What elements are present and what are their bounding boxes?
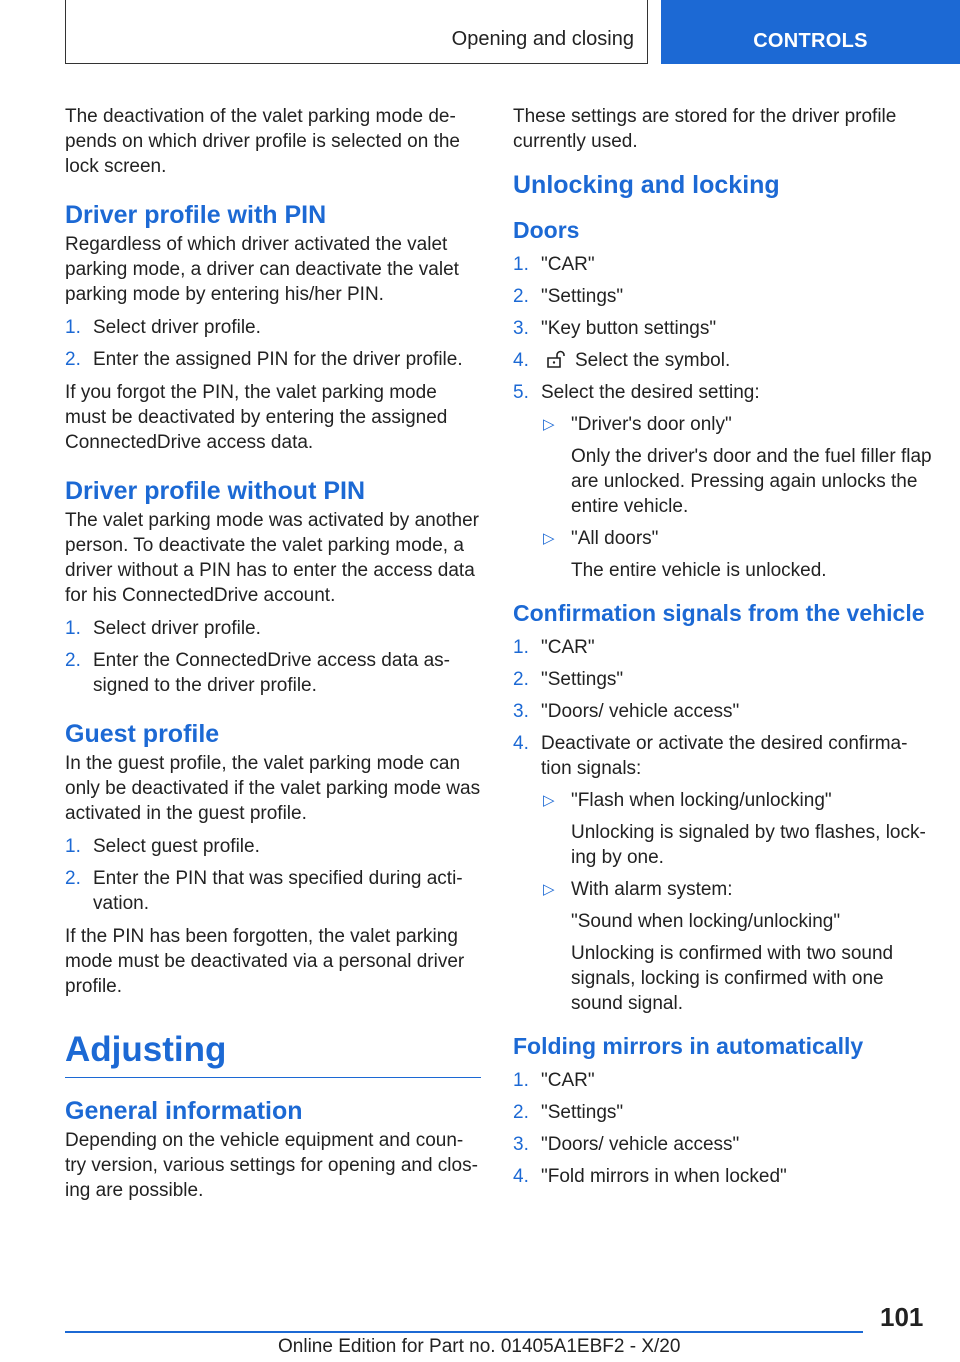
stored-paragraph: These settings are stored for the driver profile currently used. bbox=[513, 106, 897, 152]
step-text: "CAR" bbox=[541, 254, 595, 275]
step-number: 2. bbox=[65, 650, 81, 671]
right-column bbox=[513, 104, 933, 1197]
step-number: 2. bbox=[65, 349, 81, 370]
step-text: Select driver profile. bbox=[93, 618, 261, 639]
footer-divider bbox=[65, 1331, 863, 1333]
list-item bbox=[513, 316, 933, 341]
step-number: 5. bbox=[513, 382, 529, 403]
mirrors-steps bbox=[513, 1068, 933, 1189]
list-item bbox=[513, 667, 933, 692]
guest-steps bbox=[65, 834, 481, 916]
pin-steps bbox=[65, 315, 481, 372]
list-item bbox=[65, 648, 481, 698]
step-number: 3. bbox=[513, 318, 529, 339]
option-description: Unlocking is signaled by two flashes, lock-ing by one. bbox=[571, 822, 926, 868]
option-label: With alarm system: bbox=[571, 879, 733, 900]
heading-driver-profile-no-pin: Driver profile without PIN bbox=[65, 477, 366, 505]
step-number: 3. bbox=[513, 701, 529, 722]
option-label: "All doors" bbox=[571, 528, 659, 549]
list-item bbox=[541, 526, 933, 583]
step-number: 1. bbox=[513, 1070, 529, 1091]
option-description: The entire vehicle is unlocked. bbox=[571, 560, 827, 581]
step-text: "CAR" bbox=[541, 1070, 595, 1091]
pin-paragraph: Regardless of which driver activated the valet parking mode, a driver can deactivate the valet parking mode by entering his/her PIN. bbox=[65, 234, 459, 305]
header-chapter-tab[interactable]: CONTROLS bbox=[661, 0, 960, 64]
step-text: Select the symbol. bbox=[575, 350, 731, 371]
list-item bbox=[65, 866, 481, 916]
list-item bbox=[513, 252, 933, 277]
step-text: Select driver profile. bbox=[93, 317, 261, 338]
step-number: 1. bbox=[65, 836, 81, 857]
list-item bbox=[513, 1068, 933, 1093]
heading-unlocking-locking: Unlocking and locking bbox=[513, 171, 780, 199]
nopin-steps bbox=[65, 616, 481, 698]
list-item bbox=[65, 834, 481, 859]
step-text: Enter the ConnectedDrive access data as-signed to the driver profile. bbox=[93, 650, 450, 696]
step-number: 4. bbox=[513, 1166, 529, 1187]
footer-edition: Online Edition for Part no. 01405A1EBF2 - X/20 bbox=[278, 1336, 681, 1357]
heading-guest-profile: Guest profile bbox=[65, 720, 220, 748]
guest-note: If the PIN has been forgotten, the valet parking mode must be deactivated via a personal driver profile. bbox=[65, 926, 465, 997]
list-item bbox=[513, 348, 933, 373]
header-section-title: Opening and closing bbox=[451, 28, 634, 50]
nopin-paragraph: The valet parking mode was activated by another person. To deactivate the valet parking mode, a driver without a PIN has to enter the access data for his ConnectedDrive account. bbox=[65, 510, 480, 606]
step-number: 1. bbox=[513, 254, 529, 275]
option-label: "Flash when locking/unlocking" bbox=[571, 790, 832, 811]
step-text: "CAR" bbox=[541, 637, 595, 658]
step-text: Enter the assigned PIN for the driver profile. bbox=[93, 349, 463, 370]
doors-options bbox=[541, 412, 933, 583]
triangle-right-icon: ▷ bbox=[543, 416, 555, 433]
list-item bbox=[65, 347, 481, 372]
list-item bbox=[513, 1164, 933, 1189]
step-text: "Key button settings" bbox=[541, 318, 717, 339]
step-text: "Doors/ vehicle access" bbox=[541, 1134, 740, 1155]
general-paragraph: Depending on the vehicle equipment and coun-try version, various settings for opening and clos-ing are possible. bbox=[65, 1130, 478, 1201]
step-text: "Settings" bbox=[541, 286, 624, 307]
option-label: "Driver's door only" bbox=[571, 414, 732, 435]
step-number: 2. bbox=[513, 669, 529, 690]
heading-confirmation-signals: Confirmation signals from the vehicle bbox=[513, 600, 925, 626]
option-sub-label: "Sound when locking/unlocking" bbox=[571, 911, 841, 932]
list-item bbox=[513, 731, 933, 1016]
step-number: 1. bbox=[513, 637, 529, 658]
heading-general-information: General information bbox=[65, 1097, 303, 1125]
list-item bbox=[541, 877, 933, 1016]
list-item bbox=[513, 699, 933, 724]
step-text: Deactivate or activate the desired confirma-tion signals: bbox=[541, 733, 908, 779]
step-text: Select the desired setting: bbox=[541, 382, 760, 403]
heading-adjusting: Adjusting bbox=[65, 1029, 481, 1078]
triangle-right-icon: ▷ bbox=[543, 881, 555, 898]
confirm-options bbox=[541, 788, 933, 1016]
confirm-steps bbox=[513, 635, 933, 1016]
step-number: 1. bbox=[65, 618, 81, 639]
triangle-right-icon: ▷ bbox=[543, 530, 555, 547]
option-description: Only the driver's door and the fuel filler flap are unlocked. Pressing again unlocks the entire vehicle. bbox=[571, 446, 932, 517]
intro-paragraph: The deactivation of the valet parking mode de-pends on which driver profile is selected on the lock screen. bbox=[65, 106, 461, 177]
step-number: 3. bbox=[513, 1134, 529, 1155]
heading-doors: Doors bbox=[513, 217, 580, 243]
list-item bbox=[65, 616, 481, 641]
list-item bbox=[65, 315, 481, 340]
step-text: "Doors/ vehicle access" bbox=[541, 701, 740, 722]
step-number: 4. bbox=[513, 350, 529, 371]
step-text: Select guest profile. bbox=[93, 836, 260, 857]
step-number: 1. bbox=[65, 317, 81, 338]
step-number: 4. bbox=[513, 733, 529, 754]
list-item bbox=[513, 1132, 933, 1157]
heading-driver-profile-pin: Driver profile with PIN bbox=[65, 201, 327, 229]
step-text: Enter the PIN that was specified during acti-vation. bbox=[93, 868, 463, 914]
pin-note: If you forgot the PIN, the valet parking mode must be deactivated by entering the assigned ConnectedDrive access data. bbox=[65, 382, 448, 453]
list-item bbox=[541, 412, 933, 519]
list-item bbox=[513, 380, 933, 583]
triangle-right-icon: ▷ bbox=[543, 792, 555, 809]
unlock-key-icon bbox=[545, 349, 567, 369]
doors-steps bbox=[513, 252, 933, 583]
page-number: 101 bbox=[880, 1302, 924, 1332]
step-number: 2. bbox=[65, 868, 81, 889]
step-text: "Fold mirrors in when locked" bbox=[541, 1166, 787, 1187]
heading-folding-mirrors: Folding mirrors in automatically bbox=[513, 1033, 864, 1059]
guest-paragraph: In the guest profile, the valet parking mode can only be deactivated if the valet parking mode was activated in the guest profile. bbox=[65, 753, 481, 824]
step-number: 2. bbox=[513, 1102, 529, 1123]
step-text: "Settings" bbox=[541, 1102, 624, 1123]
step-text: "Settings" bbox=[541, 669, 624, 690]
list-item bbox=[513, 635, 933, 660]
list-item bbox=[513, 284, 933, 309]
option-description: Unlocking is confirmed with two sound signals, locking is confirmed with one sound signal. bbox=[571, 943, 894, 1014]
list-item bbox=[513, 1100, 933, 1125]
left-column bbox=[65, 104, 481, 1210]
list-item bbox=[541, 788, 933, 870]
step-number: 2. bbox=[513, 286, 529, 307]
